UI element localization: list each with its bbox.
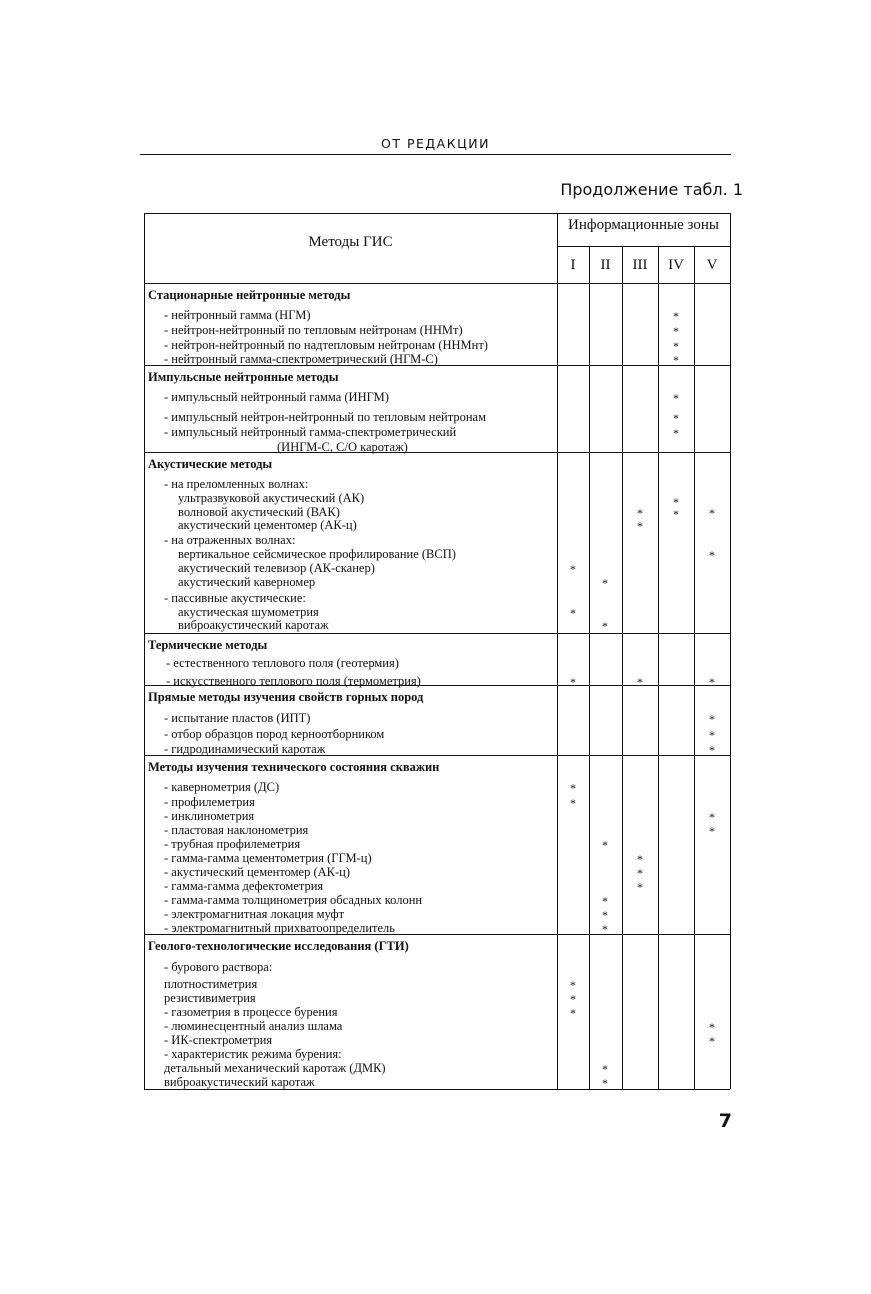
header-rule bbox=[140, 154, 731, 155]
method-row: - трубная профилеметрия bbox=[164, 837, 301, 851]
method-row: - искусственного теплового поля (термометрия) bbox=[166, 674, 421, 688]
zone-mark-star: * bbox=[709, 824, 715, 838]
method-row: - импульсный нейтрон-нейтронный по тепловым нейтронам bbox=[164, 410, 486, 424]
zone-mark-star: * bbox=[673, 426, 679, 440]
method-row: - нейтрон-нейтронный по тепловым нейтронам (ННМт) bbox=[164, 323, 463, 337]
method-row: волновой акустический (ВАК) bbox=[178, 505, 340, 519]
zone-column-divider bbox=[622, 246, 623, 1089]
group-separator-rule bbox=[144, 633, 730, 634]
table-left-border bbox=[144, 213, 145, 1089]
zones-header: Информационные зоны bbox=[568, 217, 719, 233]
method-row: акустическая шумометрия bbox=[178, 605, 319, 619]
zone-column-divider bbox=[589, 246, 590, 1089]
running-head: ОТ РЕДАКЦИИ bbox=[381, 136, 490, 151]
zone-mark-star: * bbox=[709, 548, 715, 562]
page-number: 7 bbox=[718, 1110, 732, 1132]
zone-mark-star: * bbox=[602, 619, 608, 633]
zone-mark-star: * bbox=[602, 838, 608, 852]
zone-mark-star: * bbox=[570, 781, 576, 795]
method-row: - отбор образцов пород керноотборником bbox=[164, 727, 385, 741]
method-row: - нейтронный гамма (НГМ) bbox=[164, 308, 311, 322]
zone-mark-star: * bbox=[570, 992, 576, 1006]
group-title: Методы изучения технического состояния скважин bbox=[148, 760, 440, 774]
zone-mark-star: * bbox=[637, 675, 643, 689]
method-row: - электромагнитная локация муфт bbox=[164, 907, 345, 921]
zone-mark-star: * bbox=[637, 519, 643, 533]
zone-mark-star: * bbox=[709, 675, 715, 689]
group-title: Импульсные нейтронные методы bbox=[148, 370, 339, 384]
table-bottom-border bbox=[144, 1089, 730, 1090]
zone-mark-star: * bbox=[602, 908, 608, 922]
method-row: - пассивные акустические: bbox=[164, 591, 306, 605]
group-title: Прямые методы изучения свойств горных пород bbox=[148, 690, 424, 704]
zone-mark-star: * bbox=[637, 852, 643, 866]
zone-mark-star: * bbox=[570, 675, 576, 689]
zone-mark-star: * bbox=[602, 894, 608, 908]
table-top-border bbox=[144, 213, 730, 214]
method-row: - нейтронный гамма-спектрометрический (НГМ-С) bbox=[164, 352, 438, 366]
zone-mark-star: * bbox=[570, 978, 576, 992]
methods-header: Методы ГИС bbox=[308, 234, 393, 250]
zone-mark-star: * bbox=[602, 576, 608, 590]
method-row: - гамма-гамма дефектометрия bbox=[164, 879, 324, 893]
zone-mark-star: * bbox=[709, 1020, 715, 1034]
method-row: виброакустический каротаж bbox=[164, 1075, 315, 1089]
zone-mark-star: * bbox=[709, 712, 715, 726]
zone-mark-star: * bbox=[673, 309, 679, 323]
zone-header-3: III bbox=[632, 257, 648, 273]
method-row: ультразвуковой акустический (АК) bbox=[178, 491, 365, 505]
method-row: (ИНГМ-С, С/О каротаж) bbox=[277, 440, 408, 454]
zone-mark-star: * bbox=[602, 1076, 608, 1090]
method-row: - естественного теплового поля (геотермия) bbox=[166, 656, 399, 670]
zone-mark-star: * bbox=[673, 353, 679, 367]
method-row: вертикальное сейсмическое профилирование (ВСП) bbox=[178, 547, 456, 561]
table-right-border bbox=[730, 213, 731, 1089]
zone-mark-star: * bbox=[709, 506, 715, 520]
zone-mark-star: * bbox=[709, 1034, 715, 1048]
group-title: Акустические методы bbox=[148, 457, 273, 471]
zone-mark-star: * bbox=[673, 324, 679, 338]
method-row: - бурового раствора: bbox=[164, 960, 273, 974]
group-separator-rule bbox=[144, 283, 730, 284]
table-continuation-caption: Продолжение табл. 1 bbox=[560, 180, 743, 199]
zone-mark-star: * bbox=[709, 743, 715, 757]
method-row: - гидродинамический каротаж bbox=[164, 742, 326, 756]
zone-header-2: II bbox=[600, 257, 611, 273]
group-title: Термические методы bbox=[148, 638, 268, 652]
method-row: - газометрия в процессе бурения bbox=[164, 1005, 338, 1019]
zone-mark-star: * bbox=[709, 810, 715, 824]
method-row: - кавернометрия (ДС) bbox=[164, 780, 280, 794]
method-row: - испытание пластов (ИПТ) bbox=[164, 711, 311, 725]
zone-mark-star: * bbox=[637, 866, 643, 880]
zone-column-divider bbox=[694, 246, 695, 1089]
method-row: - акустический цементомер (АК-ц) bbox=[164, 865, 351, 879]
gis-methods-table bbox=[144, 213, 730, 1089]
method-row: плотностиметрия bbox=[164, 977, 258, 991]
zones-header-rule bbox=[557, 246, 730, 247]
zone-mark-star: * bbox=[637, 880, 643, 894]
method-row: - люминесцентный анализ шлама bbox=[164, 1019, 343, 1033]
zone-mark-star: * bbox=[570, 606, 576, 620]
zone-mark-star: * bbox=[637, 506, 643, 520]
method-row: акустический цементомер (АК-ц) bbox=[178, 518, 357, 532]
method-row: - импульсный нейтронный гамма-спектрометрический bbox=[164, 425, 457, 439]
method-row: виброакустический каротаж bbox=[178, 618, 329, 632]
zone-mark-star: * bbox=[602, 922, 608, 936]
method-row: - инклинометрия bbox=[164, 809, 255, 823]
method-row: - гамма-гамма толщинометрия обсадных колонн bbox=[164, 893, 423, 907]
zone-mark-star: * bbox=[570, 562, 576, 576]
zone-mark-star: * bbox=[570, 796, 576, 810]
method-row: - пластовая наклонометрия bbox=[164, 823, 309, 837]
group-title: Стационарные нейтронные методы bbox=[148, 288, 351, 302]
method-row: - профилеметрия bbox=[164, 795, 255, 809]
method-row: акустический каверномер bbox=[178, 575, 316, 589]
method-row: - на отраженных волнах: bbox=[164, 533, 296, 547]
method-row: - характеристик режима бурения: bbox=[164, 1047, 342, 1061]
zone-mark-star: * bbox=[709, 728, 715, 742]
zone-mark-star: * bbox=[673, 339, 679, 353]
method-row: - на преломленных волнах: bbox=[164, 477, 309, 491]
method-row: - импульсный нейтронный гамма (ИНГМ) bbox=[164, 390, 389, 404]
method-row: резистивиметрия bbox=[164, 991, 256, 1005]
zone-mark-star: * bbox=[673, 495, 679, 509]
method-row: акустический телевизор (АК-сканер) bbox=[178, 561, 375, 575]
zone-header-1: I bbox=[570, 257, 576, 273]
group-title: Геолого-технологические исследования (ГТИ) bbox=[148, 939, 409, 953]
method-row: детальный механический каротаж (ДМК) bbox=[164, 1061, 386, 1075]
method-row: - нейтрон-нейтронный по надтепловым нейтронам (ННМнт) bbox=[164, 338, 488, 352]
methods-column-divider bbox=[557, 213, 558, 1089]
zone-mark-star: * bbox=[570, 1006, 576, 1020]
zone-mark-star: * bbox=[673, 411, 679, 425]
method-row: - ИК-спектрометрия bbox=[164, 1033, 273, 1047]
method-row: - гамма-гамма цементометрия (ГГМ-ц) bbox=[164, 851, 372, 865]
zone-mark-star: * bbox=[673, 391, 679, 405]
zone-header-4: IV bbox=[668, 257, 684, 273]
zone-mark-star: * bbox=[602, 1062, 608, 1076]
group-separator-rule bbox=[144, 452, 730, 453]
method-row: - электромагнитный прихватоопределитель bbox=[164, 921, 395, 935]
zone-mark-star: * bbox=[673, 507, 679, 521]
zone-column-divider bbox=[658, 246, 659, 1089]
zone-header-5: V bbox=[706, 257, 718, 273]
